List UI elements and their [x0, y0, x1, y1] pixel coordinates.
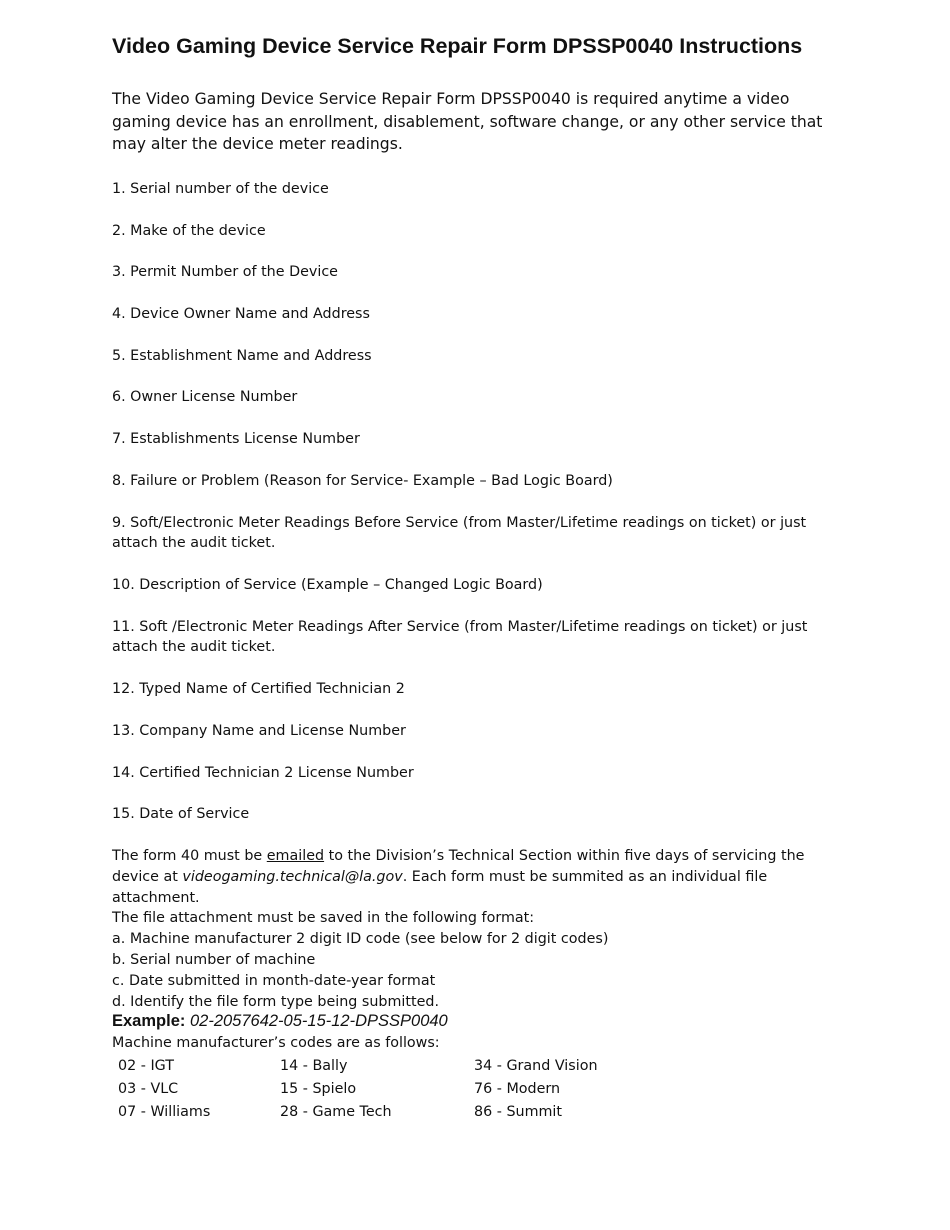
example-label: Example:: [112, 1012, 186, 1030]
submission-paragraph: [112, 846, 832, 908]
example-filename: [112, 1012, 448, 1031]
code-cell: 14 - Bally: [280, 1058, 348, 1074]
code-cell: 03 - VLC: [118, 1080, 179, 1097]
intro-paragraph: The Video Gaming Device Service Repair Form DPSSP0040 is required anytime a video gaming device has an enrollment, disablement, software change, or any other service that may alter the device meter readings.: [112, 90, 823, 154]
list-item: 5. Establishment Name and Address: [112, 347, 372, 364]
format-item: c. Date submitted in month-date-year format: [112, 972, 436, 989]
example-value: 02-2057642-05-15-12-DPSSP0040: [189, 1012, 448, 1030]
list-item: 2. Make of the device: [112, 222, 266, 239]
code-cell: 28 - Game Tech: [280, 1103, 392, 1120]
emailed-text: emailed: [266, 848, 325, 864]
code-cell: 86 - Summit: [474, 1103, 563, 1120]
list-item: 11. Soft /Electronic Meter Readings After Service (from Master/Lifetime readings on ticket) or just attach the audit ticket.: [112, 618, 808, 656]
format-item: a. Machine manufacturer 2 digit ID code (see below for 2 digit codes): [112, 931, 609, 948]
list-item: 6. Owner License Number: [112, 389, 298, 406]
format-item: d. Identify the file form type being submitted.: [112, 993, 439, 1010]
list-item: 15. Date of Service: [112, 806, 250, 823]
codes-row: [118, 1078, 634, 1101]
format-item: b. Serial number of machine: [112, 951, 316, 968]
list-item: 7. Establishments License Number: [112, 431, 360, 448]
list-item: 14. Certified Technician 2 License Number: [112, 764, 414, 781]
code-cell: 34 - Grand Vision: [474, 1058, 598, 1074]
code-cell: 07 - Williams: [118, 1103, 211, 1120]
codes-intro: Machine manufacturer’s codes are as follows:: [112, 1035, 440, 1051]
submission-text-after: . Each form must be summited as an individual file attachment.: [112, 868, 768, 906]
field-instructions-list: [112, 179, 822, 846]
page-title: Video Gaming Device Service Repair Form DPSSP0040 Instructions: [112, 34, 803, 58]
codes-row: [118, 1055, 634, 1078]
list-item: 13. Company Name and License Number: [112, 722, 406, 739]
submission-instructions: [112, 846, 832, 1012]
list-item: 9. Soft/Electronic Meter Readings Before Service (from Master/Lifetime readings on ticket) or just attach the audit ticket.: [112, 514, 807, 552]
list-item: 12. Typed Name of Certified Technician 2: [112, 681, 405, 698]
list-item: 3. Permit Number of the Device: [112, 264, 338, 281]
submission-text-before: The form 40 must be: [112, 848, 267, 864]
format-intro: The file attachment must be saved in the following format:: [112, 910, 535, 927]
code-cell: 76 - Modern: [474, 1080, 561, 1097]
code-cell: 02 - IGT: [118, 1058, 174, 1074]
list-item: 1. Serial number of the device: [112, 181, 329, 197]
list-item: 4. Device Owner Name and Address: [112, 306, 370, 323]
code-cell: 15 - Spielo: [280, 1080, 357, 1097]
list-item: 8. Failure or Problem (Reason for Service- Example – Bad Logic Board): [112, 472, 613, 489]
manufacturer-codes-table: [118, 1055, 634, 1123]
codes-row: [118, 1101, 634, 1124]
list-item: 10. Description of Service (Example – Changed Logic Board): [112, 576, 543, 593]
email-address: videogaming.technical@la.gov: [182, 868, 403, 885]
submission-text-middle: to the Division’s Technical Section within five days of servicing the device at: [112, 848, 805, 885]
